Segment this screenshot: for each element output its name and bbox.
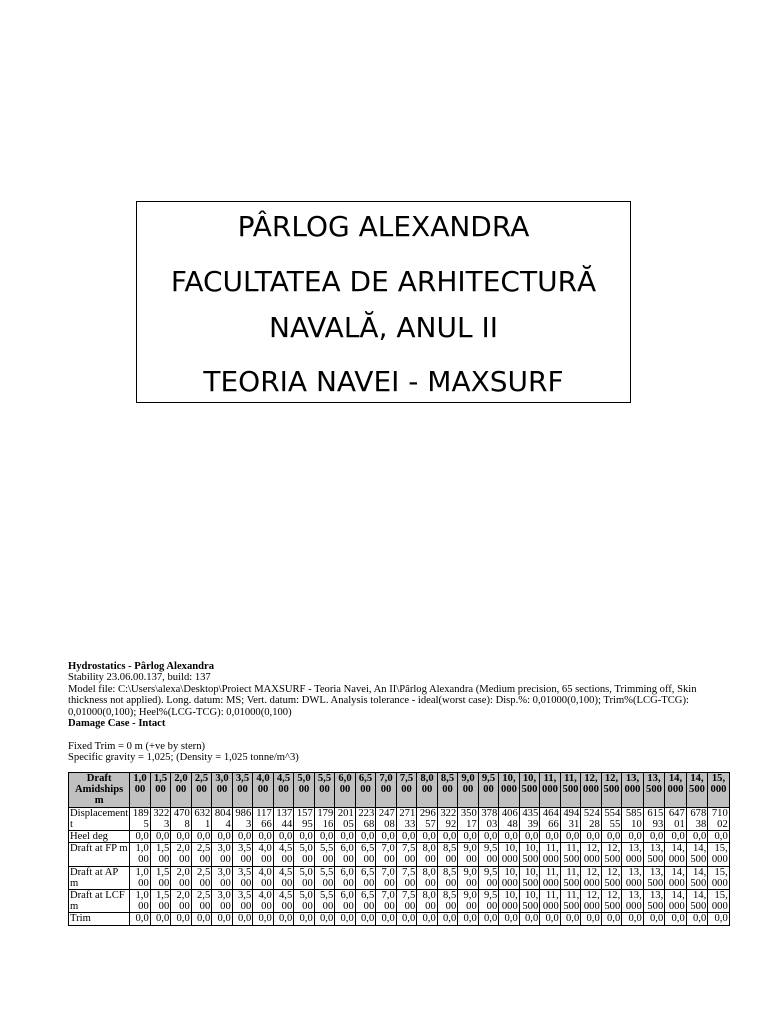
table-cell: 0,0: [355, 913, 376, 925]
table-cell: 0,0: [232, 831, 253, 843]
table-cell: 3,500: [232, 866, 253, 889]
table-cell: 0,0: [212, 913, 233, 925]
table-cell: 0,0: [396, 831, 417, 843]
table-cell: 37803: [478, 807, 499, 830]
table-row: [69, 843, 730, 866]
table-cell: 0,0: [273, 831, 294, 843]
column-header-draft: 1,500: [150, 773, 171, 808]
table-cell: 14,000: [665, 866, 687, 889]
table-cell: 0,0: [540, 913, 561, 925]
table-cell: 0,0: [499, 831, 520, 843]
table-cell: 10,500: [519, 890, 540, 913]
table-cell: 0,0: [253, 831, 274, 843]
table-cell: 7,500: [396, 890, 417, 913]
table-cell: 0,0: [191, 913, 212, 925]
column-header-draft: 14,500: [686, 773, 708, 808]
column-header-draft: 3,500: [232, 773, 253, 808]
table-cell: 0,0: [643, 831, 665, 843]
table-cell: 0,0: [478, 913, 499, 925]
model-file-info: Model file: C:\Users\alexa\Desktop\Proiect MAXSURF - Teoria Navei, An II\Pârlog Alexandra (Medium precision, 65 sections, Trimming off, Skin thickness not applied). Long. datum: MS; Vert. datum: DWL. Analysis tolerance - ideal(worst case): Disp.%: 0,01000(0,100); Trim%(LCG-TCG): 0,01000(0,100); Heel%(LCG-TCG): 0,01000(0,100): [68, 683, 697, 718]
table-cell: 0,0: [191, 831, 212, 843]
table-cell: 0,0: [314, 913, 335, 925]
table-cell: 8044: [212, 807, 233, 830]
row-label: Draft at LCF m: [69, 890, 130, 913]
table-cell: 4,000: [253, 890, 274, 913]
table-cell: 3,500: [232, 843, 253, 866]
table-cell: 12,000: [581, 843, 602, 866]
table-cell: 0,0: [622, 831, 644, 843]
column-header-draft: 6,500: [355, 773, 376, 808]
table-cell: 11766: [253, 807, 274, 830]
table-cell: 15,000: [708, 866, 730, 889]
table-cell: 0,0: [437, 831, 458, 843]
table-cell: 0,0: [581, 831, 602, 843]
column-header-draft: 13,500: [643, 773, 665, 808]
table-cell: 52428: [581, 807, 602, 830]
column-header-draft: 7,000: [376, 773, 397, 808]
table-cell: 3223: [150, 807, 171, 830]
table-cell: 12,000: [581, 866, 602, 889]
table-cell: 0,0: [294, 831, 315, 843]
column-header-draft: 3,000: [212, 773, 233, 808]
table-cell: 0,0: [417, 913, 438, 925]
table-cell: 3,000: [212, 890, 233, 913]
table-cell: 2,500: [191, 866, 212, 889]
table-cell: 0,0: [273, 913, 294, 925]
stability-version: Stability 23.06.00.137, build: 137: [68, 672, 211, 684]
column-header-draft: 6,000: [335, 773, 356, 808]
table-cell: 8,500: [437, 890, 458, 913]
table-cell: 0,0: [643, 913, 665, 925]
table-cell: 10,000: [499, 890, 520, 913]
table-cell: 0,0: [519, 831, 540, 843]
table-cell: 0,0: [437, 913, 458, 925]
table-cell: 0,0: [601, 831, 622, 843]
table-cell: 0,0: [560, 831, 581, 843]
table-cell: 0,0: [478, 831, 499, 843]
table-row: [69, 913, 730, 925]
table-cell: 0,0: [708, 831, 730, 843]
table-cell: 2,500: [191, 890, 212, 913]
column-header-draft: 11,000: [540, 773, 561, 808]
table-cell: 2,000: [171, 890, 192, 913]
table-cell: 13,500: [643, 890, 665, 913]
table-cell: 0,0: [560, 913, 581, 925]
column-header-draft: 12,000: [581, 773, 602, 808]
table-cell: 4708: [171, 807, 192, 830]
table-cell: 5,500: [314, 866, 335, 889]
table-row: [69, 831, 730, 843]
table-cell: 0,0: [355, 831, 376, 843]
table-cell: 0,0: [171, 831, 192, 843]
hydrostatics-table: [68, 772, 730, 926]
table-cell: 0,0: [622, 913, 644, 925]
table-cell: 9,000: [458, 866, 479, 889]
table-cell: 20105: [335, 807, 356, 830]
table-cell: 3,000: [212, 866, 233, 889]
table-cell: 2,500: [191, 843, 212, 866]
author-name: PÂRLOG ALEXANDRA: [237, 210, 530, 243]
table-cell: 6,500: [355, 890, 376, 913]
table-cell: 6,500: [355, 843, 376, 866]
table-cell: 0,0: [232, 913, 253, 925]
table-cell: 9,500: [478, 890, 499, 913]
table-cell: 0,0: [314, 831, 335, 843]
table-cell: 9,000: [458, 890, 479, 913]
column-header-draft: 7,500: [396, 773, 417, 808]
table-cell: 71002: [708, 807, 730, 830]
table-cell: 9,500: [478, 843, 499, 866]
table-cell: 0,0: [376, 831, 397, 843]
table-cell: 35017: [458, 807, 479, 830]
table-cell: 1,500: [150, 866, 171, 889]
table-cell: 0,0: [294, 913, 315, 925]
hydrostatics-header: [68, 661, 700, 764]
table-cell: 0,0: [150, 831, 171, 843]
table-cell: 10,000: [499, 866, 520, 889]
table-cell: 9,000: [458, 843, 479, 866]
table-cell: 13,500: [643, 866, 665, 889]
table-cell: 64701: [665, 807, 687, 830]
table-cell: 0,0: [130, 831, 151, 843]
table-cell: 5,000: [294, 866, 315, 889]
row-label: Displacement t: [70, 807, 129, 830]
column-header-draft: 12,500: [601, 773, 622, 808]
table-cell: 6321: [191, 807, 212, 830]
table-cell: 3,000: [212, 843, 233, 866]
table-cell: 10,500: [519, 866, 540, 889]
table-cell: 1,500: [150, 890, 171, 913]
column-header-draft: 8,000: [417, 773, 438, 808]
column-header-draft: 15,000: [708, 773, 730, 808]
table-cell: 0,0: [335, 913, 356, 925]
table-cell: 24708: [376, 807, 397, 830]
table-cell: 0,0: [686, 831, 708, 843]
table-cell: 0,0: [458, 913, 479, 925]
table-cell: 0,0: [335, 831, 356, 843]
table-cell: 9,500: [478, 866, 499, 889]
row-label: Draft at FP m: [69, 843, 130, 866]
table-cell: 67838: [686, 807, 708, 830]
table-cell: 0,0: [417, 831, 438, 843]
table-cell: 4,000: [253, 843, 274, 866]
table-cell: 12,500: [601, 866, 622, 889]
table-cell: 27133: [396, 807, 417, 830]
row-label: Heel deg: [69, 831, 130, 843]
table-corner-header: Draft Amidships m: [69, 773, 130, 808]
course-title: TEORIA NAVEI - MAXSURF: [203, 365, 564, 398]
table-cell: 4,000: [253, 866, 274, 889]
table-cell: 46466: [540, 807, 561, 830]
table-cell: 11,000: [540, 890, 561, 913]
table-cell: 0,0: [540, 831, 561, 843]
table-cell: 14,500: [686, 890, 708, 913]
table-cell: 5,000: [294, 890, 315, 913]
column-header-draft: 4,500: [273, 773, 294, 808]
column-header-draft: 5,000: [294, 773, 315, 808]
column-header-draft: 9,000: [458, 773, 479, 808]
table-cell: 9863: [232, 807, 253, 830]
table-cell: 12,000: [581, 890, 602, 913]
table-cell: 49431: [560, 807, 581, 830]
table-cell: 5,500: [314, 890, 335, 913]
table-cell: 8,500: [437, 866, 458, 889]
table-cell: 4,500: [273, 866, 294, 889]
row-label: Draft at AP m: [69, 866, 130, 889]
table-cell: 8,500: [437, 843, 458, 866]
column-header-draft: 5,500: [314, 773, 335, 808]
table-cell: 13,000: [622, 890, 644, 913]
table-cell: 13,000: [622, 866, 644, 889]
column-header-draft: 2,000: [171, 773, 192, 808]
table-cell: 7,500: [396, 866, 417, 889]
table-cell: 0,0: [253, 913, 274, 925]
table-cell: 5,500: [314, 843, 335, 866]
table-cell: 55455: [601, 807, 622, 830]
table-cell: 0,0: [150, 913, 171, 925]
table-cell: 0,0: [212, 831, 233, 843]
table-cell: 8,000: [417, 890, 438, 913]
table-cell: 11,000: [540, 843, 561, 866]
table-cell: 15,000: [708, 843, 730, 866]
column-header-draft: 11,500: [560, 773, 581, 808]
table-cell: 6,000: [335, 890, 356, 913]
table-cell: 14,500: [686, 866, 708, 889]
table-cell: 0,0: [665, 913, 687, 925]
table-row: [69, 866, 730, 889]
table-row: [69, 890, 730, 913]
table-cell: 7,000: [376, 866, 397, 889]
table-cell: 29657: [417, 807, 438, 830]
table-cell: 2,000: [171, 843, 192, 866]
table-cell: 6,500: [355, 866, 376, 889]
table-cell: 0,0: [708, 913, 730, 925]
table-cell: 40648: [499, 807, 520, 830]
column-header-draft: 14,000: [665, 773, 687, 808]
table-cell: 32292: [437, 807, 458, 830]
table-cell: 11,000: [540, 866, 561, 889]
table-cell: 43539: [519, 807, 540, 830]
table-cell: 0,0: [396, 913, 417, 925]
fixed-trim: Fixed Trim = 0 m (+ve by stern): [68, 740, 206, 752]
table-cell: 3,500: [232, 890, 253, 913]
table-cell: 0,0: [601, 913, 622, 925]
table-cell: 10,000: [499, 843, 520, 866]
hydrostatics-heading: Hydrostatics - Pârlog Alexandra: [68, 661, 215, 672]
column-header-draft: 8,500: [437, 773, 458, 808]
column-header-draft: 2,500: [191, 773, 212, 808]
column-header-draft: 1,000: [130, 773, 151, 808]
table-cell: 7,000: [376, 843, 397, 866]
specific-gravity: Specific gravity = 1,025; (Density = 1,025 tonne/m^3): [68, 752, 299, 764]
damage-case: Damage Case - Intact: [68, 718, 166, 730]
column-header-draft: 13,000: [622, 773, 644, 808]
table-cell: 8,000: [417, 843, 438, 866]
table-cell: 0,0: [665, 831, 687, 843]
table-cell: 1,000: [130, 890, 151, 913]
table-cell: 14,000: [665, 843, 687, 866]
table-cell: 8,000: [417, 866, 438, 889]
row-label: Trim: [69, 913, 130, 925]
table-cell: 11,500: [560, 866, 581, 889]
table-cell: 4,500: [273, 843, 294, 866]
table-cell: 11,500: [560, 890, 581, 913]
table-cell: 1,000: [130, 843, 151, 866]
table-cell: 14,500: [686, 843, 708, 866]
faculty-name: FACULTATEA DE ARHITECTURĂ: [170, 265, 597, 298]
table-cell: 15795: [294, 807, 315, 830]
table-cell: 58510: [622, 807, 644, 830]
table-cell: 13,500: [643, 843, 665, 866]
table-cell: 7,500: [396, 843, 417, 866]
table-cell: 12,500: [601, 843, 622, 866]
table-cell: 6,000: [335, 866, 356, 889]
table-cell: 4,500: [273, 890, 294, 913]
study-year: NAVALĂ, ANUL II: [269, 311, 498, 344]
table-cell: 5,000: [294, 843, 315, 866]
table-cell: 2,000: [171, 866, 192, 889]
table-cell: 1895: [130, 807, 151, 830]
table-cell: 0,0: [581, 913, 602, 925]
column-header-draft: 4,000: [253, 773, 274, 808]
table-row: [69, 807, 730, 830]
table-cell: 0,0: [130, 913, 151, 925]
table-cell: 7,000: [376, 890, 397, 913]
table-cell: 12,500: [601, 890, 622, 913]
table-cell: 0,0: [376, 913, 397, 925]
column-header-draft: 10,500: [519, 773, 540, 808]
table-cell: 11,500: [560, 843, 581, 866]
table-cell: 17916: [314, 807, 335, 830]
table-cell: 15,000: [708, 890, 730, 913]
table-cell: 1,500: [150, 843, 171, 866]
column-header-draft: 9,500: [478, 773, 499, 808]
table-cell: 0,0: [519, 913, 540, 925]
table-cell: 6,000: [335, 843, 356, 866]
table-cell: 22368: [355, 807, 376, 830]
table-cell: 0,0: [171, 913, 192, 925]
table-cell: 14,000: [665, 890, 687, 913]
table-cell: 0,0: [499, 913, 520, 925]
table-cell: 0,0: [458, 831, 479, 843]
table-cell: 0,0: [686, 913, 708, 925]
table-cell: 61593: [643, 807, 665, 830]
table-cell: 13744: [273, 807, 294, 830]
cover-title-box: [136, 201, 631, 403]
table-cell: 10,500: [519, 843, 540, 866]
table-cell: 1,000: [130, 866, 151, 889]
table-cell: 13,000: [622, 843, 644, 866]
column-header-draft: 10,000: [499, 773, 520, 808]
